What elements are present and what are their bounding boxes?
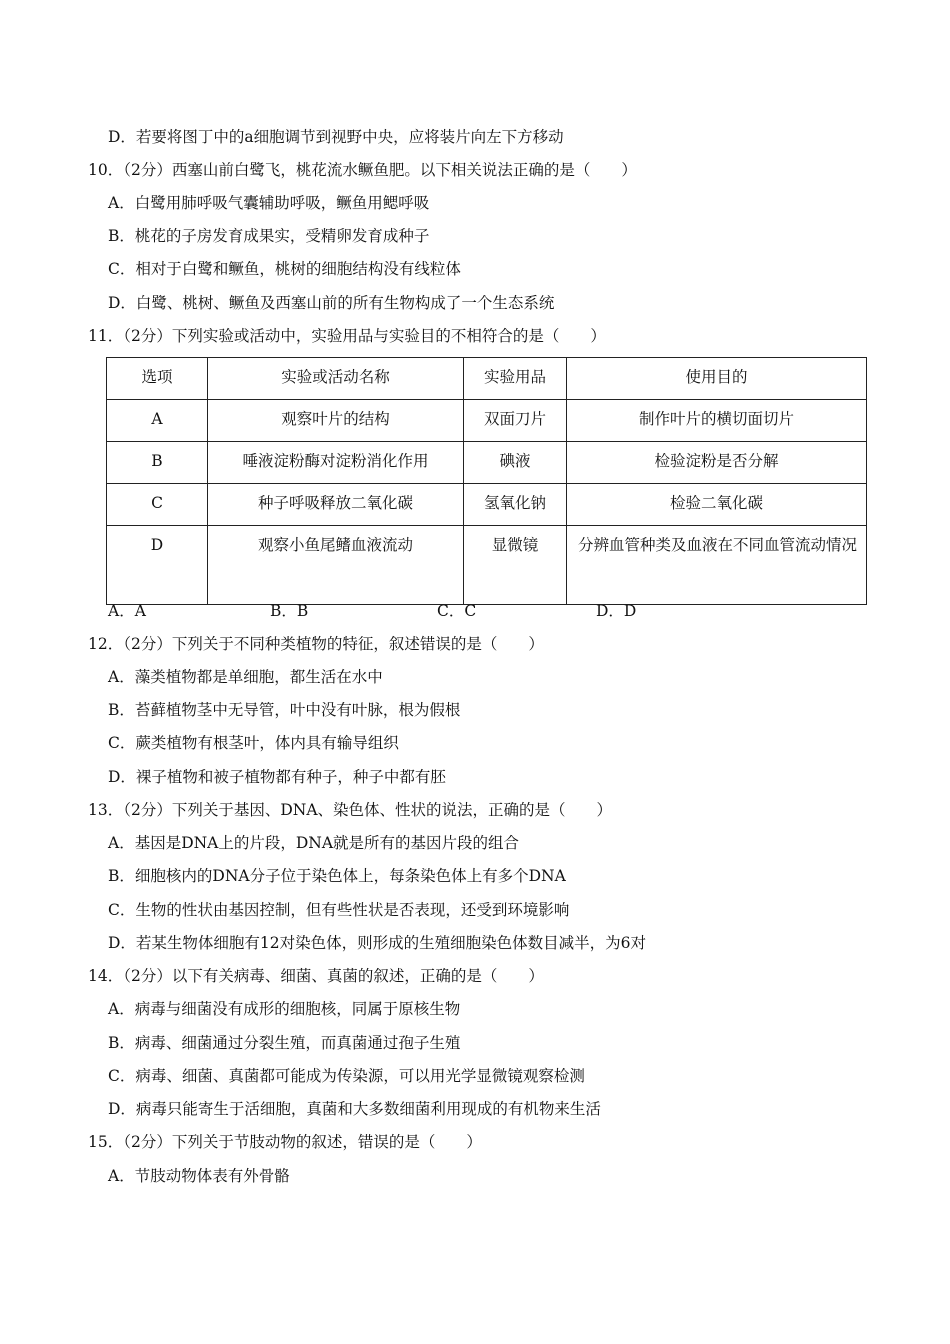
table-cell: 显微镜	[464, 526, 567, 605]
q12-option-c: C．蕨类植物有根茎叶，体内具有输导组织	[108, 734, 399, 752]
table-header-cell: 实验或活动名称	[208, 358, 464, 400]
table-header-row	[107, 358, 867, 400]
q14-stem: 14．（2分）以下有关病毒、细菌、真菌的叙述，正确的是（ ）	[88, 967, 544, 985]
table-cell: 检验淀粉是否分解	[567, 442, 867, 484]
table-row	[107, 526, 867, 605]
table-cell: 氢氧化钠	[464, 484, 567, 526]
table-cell: D	[107, 526, 208, 605]
q11-stem: 11．（2分）下列实验或活动中，实验用品与实验目的不相符合的是（ ）	[88, 327, 606, 345]
q10-option-d: D．白鹭、桃树、鳜鱼及西塞山前的所有生物构成了一个生态系统	[108, 294, 555, 312]
table-cell: 观察叶片的结构	[208, 400, 464, 442]
table-cell: 种子呼吸释放二氧化碳	[208, 484, 464, 526]
q14-option-b: B．病毒、细菌通过分裂生殖，而真菌通过孢子生殖	[108, 1034, 461, 1052]
q13-stem: 13．（2分）下列关于基因、DNA、染色体、性状的说法，正确的是（ ）	[88, 801, 613, 819]
q14-option-a: A．病毒与细菌没有成形的细胞核，同属于原核生物	[108, 1000, 461, 1018]
q12-option-b: B．苔藓植物茎中无导管，叶中没有叶脉，根为假根	[108, 701, 461, 719]
q14-option-c: C．病毒、细菌、真菌都可能成为传染源，可以用光学显微镜观察检测	[108, 1067, 585, 1085]
table-cell: A	[107, 400, 208, 442]
q10-stem: 10．（2分）西塞山前白鹭飞，桃花流水鳜鱼肥。以下相关说法正确的是（ ）	[88, 161, 637, 179]
q11-option-b: B．B	[270, 602, 309, 620]
q10-option-a: A．白鹭用肺呼吸气囊辅助呼吸，鳜鱼用鳃呼吸	[108, 194, 430, 212]
q10-option-b: B．桃花的子房发育成果实，受精卵发育成种子	[108, 227, 430, 245]
q9-option-d: D．若要将图丁中的a细胞调节到视野中央，应将装片向左下方移动	[108, 128, 564, 146]
q12-option-d: D．裸子植物和被子植物都有种子，种子中都有胚	[108, 768, 446, 786]
table-cell: 观察小鱼尾鳍血液流动	[208, 526, 464, 605]
table-cell: 分辨血管种类及血液在不同血管流动情况	[567, 526, 867, 605]
table-cell: 制作叶片的横切面切片	[567, 400, 867, 442]
q11-option-d: D．D	[596, 602, 637, 620]
q10-option-c: C．相对于白鹭和鳜鱼，桃树的细胞结构没有线粒体	[108, 260, 461, 278]
table-row	[107, 400, 867, 442]
table-cell: C	[107, 484, 208, 526]
q11-option-a: A．A	[108, 602, 146, 620]
q15-option-a: A．节肢动物体表有外骨骼	[108, 1167, 290, 1185]
table-row	[107, 484, 867, 526]
table-cell: 双面刀片	[464, 400, 567, 442]
q14-option-d: D．病毒只能寄生于活细胞，真菌和大多数细菌利用现成的有机物来生活	[108, 1100, 601, 1118]
q11-experiment-table	[106, 357, 867, 605]
q13-option-c: C．生物的性状由基因控制，但有些性状是否表现，还受到环境影响	[108, 901, 570, 919]
table-cell: 唾液淀粉酶对淀粉消化作用	[208, 442, 464, 484]
q13-option-d: D．若某生物体细胞有12对染色体，则形成的生殖细胞染色体数目减半，为6对	[108, 934, 647, 952]
table-header-cell: 实验用品	[464, 358, 567, 400]
table-cell: B	[107, 442, 208, 484]
table-header-cell: 选项	[107, 358, 208, 400]
table-cell: 检验二氧化碳	[567, 484, 867, 526]
table-header-cell: 使用目的	[567, 358, 867, 400]
q12-option-a: A．藻类植物都是单细胞，都生活在水中	[108, 668, 383, 686]
q13-option-a: A．基因是DNA上的片段，DNA就是所有的基因片段的组合	[108, 834, 520, 852]
q13-option-b: B．细胞核内的DNA分子位于染色体上，每条染色体上有多个DNA	[108, 867, 566, 885]
table-row	[107, 442, 867, 484]
table-cell: 碘液	[464, 442, 567, 484]
q12-stem: 12．（2分）下列关于不同种类植物的特征，叙述错误的是（ ）	[88, 635, 544, 653]
q11-option-c: C．C	[437, 602, 477, 620]
q15-stem: 15．（2分）下列关于节肢动物的叙述，错误的是（ ）	[88, 1133, 482, 1151]
